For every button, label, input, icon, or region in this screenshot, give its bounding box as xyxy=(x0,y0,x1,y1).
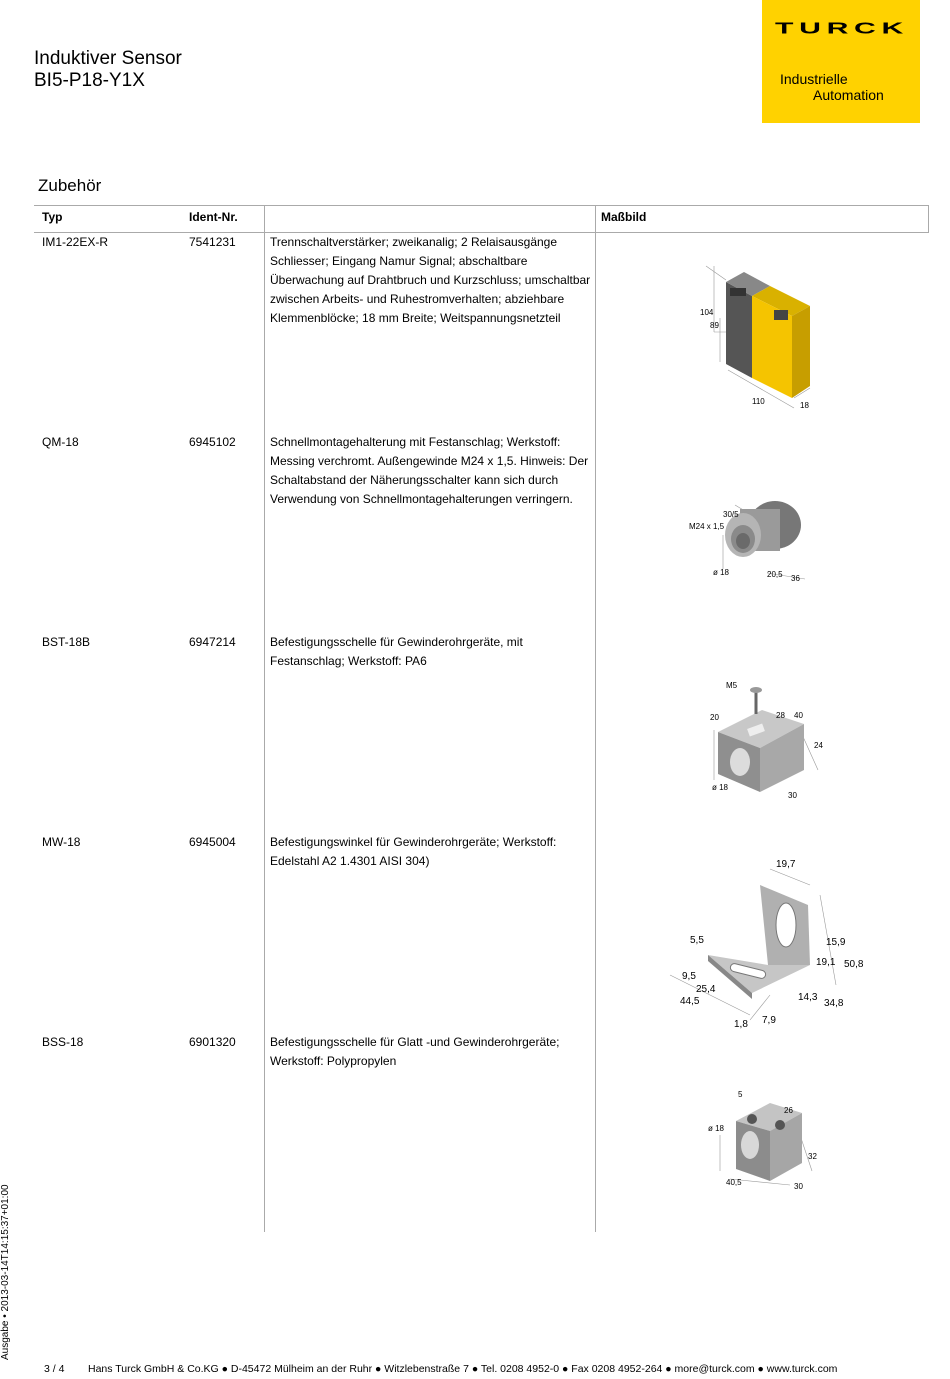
dim-28: 28 xyxy=(776,711,785,720)
dim-19-7: 19,7 xyxy=(776,859,796,870)
dim-89: 89 xyxy=(710,321,719,330)
header-typ: Typ xyxy=(42,210,63,224)
dim-24: 24 xyxy=(814,741,823,750)
footer-address: Hans Turck GmbH & Co.KG ● D-45472 Mülheim an der Ruhr ● Witzlebenstraße 7 ● Tel. 0208 4952-0 ● Fax 0208 4952-264 ● more@turck.com ● www.turck.com xyxy=(88,1363,838,1375)
row4-typ: MW-18 xyxy=(42,835,81,849)
row1-desc: Trennschaltverstärker; zweikanalig; 2 Relaisausgänge Schliesser; Eingang Namur Signal; abschaltbare Überwachung auf Drahtbruch und Kurzschluss; umschaltbar zwischen Arbeits- und Ruhestromverhalten; abziehbare Klemmenblöcke; 18 mm Breite; Weitspannungsnetzteil xyxy=(270,235,591,325)
row2-ident: 6945102 xyxy=(189,435,236,449)
dim-15-9: 15,9 xyxy=(826,937,846,948)
dim-30-bss: 30 xyxy=(794,1182,803,1191)
dim-40-5: 40,5 xyxy=(726,1178,742,1187)
title-line-2: BI5-P18-Y1X xyxy=(34,70,145,91)
section-title: Zubehör xyxy=(38,176,102,195)
dim-20-5: 20,5 xyxy=(767,570,783,579)
dim-36: 36 xyxy=(791,574,800,583)
dim-m24: M24 x 1,5 xyxy=(689,522,725,531)
dim-26: 26 xyxy=(784,1106,793,1115)
figure-mw18-angle xyxy=(660,855,870,1035)
figure-qm18-holder xyxy=(685,495,835,590)
dim-104: 104 xyxy=(700,308,714,317)
column-divider-figure xyxy=(595,205,596,1232)
row5-desc: Befestigungsschelle für Glatt -und Gewinderohrgeräte; Werkstoff: Polypropylen xyxy=(270,1035,560,1068)
turck-wordmark xyxy=(772,21,912,35)
dim-d18: ø 18 xyxy=(713,568,730,577)
logo-tagline xyxy=(780,71,884,103)
dim-d18-bss: ø 18 xyxy=(708,1124,725,1133)
row1-typ: IM1-22EX-R xyxy=(42,235,109,249)
row1-ident: 7541231 xyxy=(189,235,236,249)
row5-ident: 6901320 xyxy=(189,1035,236,1049)
row3-typ: BST-18B xyxy=(42,635,91,649)
column-divider-desc xyxy=(264,205,265,1232)
dim-30: 30 xyxy=(788,791,797,800)
header-ident: Ident-Nr. xyxy=(189,210,238,224)
dim-19-1: 19,1 xyxy=(816,957,836,968)
row2-typ: QM-18 xyxy=(42,435,79,449)
dim-44-5: 44,5 xyxy=(680,996,700,1007)
edition-stamp: Ausgabe • 2013-03-14T14:15:37+01:00 xyxy=(0,1184,11,1360)
dim-40: 40 xyxy=(794,711,803,720)
dim-25-4: 25,4 xyxy=(696,984,716,995)
dim-m5: M5 xyxy=(726,681,738,690)
turck-logo xyxy=(762,0,920,123)
dim-30-5: 30/5 xyxy=(723,510,739,519)
brand-text: TURCK xyxy=(775,21,909,35)
header-massbild: Maßbild xyxy=(601,210,647,224)
figure-im1-module xyxy=(690,258,840,418)
dim-50-8: 50,8 xyxy=(844,959,864,970)
page-number: 3 / 4 xyxy=(44,1363,65,1375)
row4-desc: Befestigungswinkel für Gewinderohrgeräte; Werkstoff: Edelstahl A2 1.4301 AISI 304) xyxy=(270,835,557,868)
row2-desc: Schnellmontagehalterung mit Festanschlag; Werkstoff: Messing verchromt. Außengewinde M24 x 1,5. Hinweis: Der Schaltabstand der Näherungsschalter kann sich durch Verwendung von Schnellmontagehalterungen verringern. xyxy=(270,435,589,506)
title-line-1: Induktiver Sensor xyxy=(34,48,182,69)
row3-desc: Befestigungsschelle für Gewinderohrgeräte, mit Festanschlag; Werkstoff: PA6 xyxy=(270,635,523,668)
table-right-edge xyxy=(928,205,929,233)
dim-5: 5 xyxy=(738,1090,743,1099)
dim-110: 110 xyxy=(752,397,765,406)
tagline-line-1: Industrielle xyxy=(780,71,848,87)
dim-5-5: 5,5 xyxy=(690,935,704,946)
figure-bss18-clamp xyxy=(700,1085,830,1195)
document-title xyxy=(34,48,182,92)
dim-20: 20 xyxy=(710,713,719,722)
dim-9-5: 9,5 xyxy=(682,971,696,982)
table-top-line xyxy=(34,205,929,206)
dim-d18-bst: ø 18 xyxy=(712,783,729,792)
dim-32: 32 xyxy=(808,1152,817,1161)
row5-typ: BSS-18 xyxy=(42,1035,84,1049)
dim-18: 18 xyxy=(800,401,809,410)
dim-7-9: 7,9 xyxy=(762,1015,776,1026)
row4-ident: 6945004 xyxy=(189,835,236,849)
dim-34-8: 34,8 xyxy=(824,998,844,1009)
tagline-line-2: Automation xyxy=(813,87,884,103)
figure-bst18b-clamp xyxy=(700,670,840,805)
row3-ident: 6947214 xyxy=(189,635,236,649)
dim-1-8: 1,8 xyxy=(734,1019,748,1030)
dim-14-3: 14,3 xyxy=(798,992,818,1003)
